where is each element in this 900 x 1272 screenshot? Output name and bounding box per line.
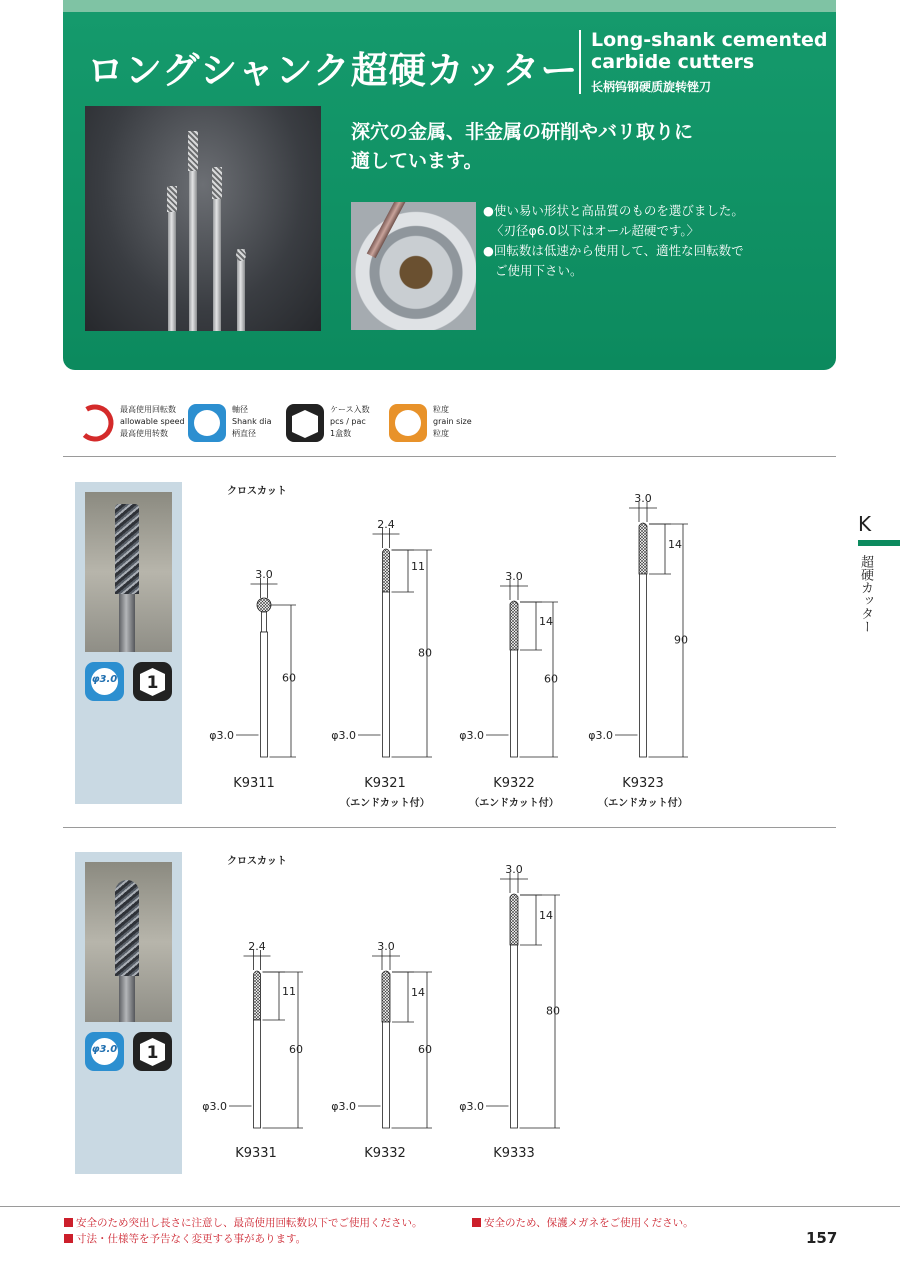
total-length-label: 60: [544, 672, 558, 686]
shank-diameter-label: φ3.0: [459, 1100, 484, 1113]
side-tab-text: 超硬カッター: [858, 555, 873, 633]
legend-cn: 1盒数: [330, 429, 352, 438]
cutter-head: [382, 971, 390, 1022]
tip-diameter-label: 3.0: [255, 568, 273, 581]
model-number: K9321: [364, 776, 406, 791]
section-label: クロスカット: [227, 856, 287, 867]
model-number: K9331: [235, 1146, 277, 1161]
shank-diameter-badge: [85, 1032, 124, 1071]
total-length-label: 80: [418, 646, 432, 660]
shank-diameter-value: φ3.0: [91, 674, 118, 685]
lead-line-2: 適しています。: [351, 150, 483, 172]
legend-en: allowable speed: [120, 417, 185, 426]
shank-diameter-value: φ3.0: [91, 1044, 118, 1055]
shank-diameter-label: φ3.0: [202, 1100, 227, 1113]
cutter-head: [383, 549, 390, 592]
legend-jp: 最高使用回転数: [120, 405, 176, 414]
cutter-shank: [261, 632, 268, 757]
footer-note: [64, 1215, 423, 1230]
cut-length-label: 14: [539, 909, 553, 922]
case-quantity-value: 1: [146, 1043, 159, 1063]
footer-note-text: 安全のため突出し長さに注意し、最高使用回転数以下でご使用ください。: [76, 1217, 423, 1229]
feature-item: 〈刃径φ6.0以下はオール超硬です。〉: [491, 223, 700, 238]
shank-diameter-label: φ3.0: [588, 729, 613, 742]
model-note: （エンドカット付）: [469, 798, 559, 809]
legend-en: grain size: [433, 417, 472, 426]
model-note: （エンドカット付）: [340, 798, 430, 809]
title-english-line-1: Long-shank cemented: [591, 29, 828, 51]
feature-item: ●使い易い形状と高品質のものを選びました。: [483, 203, 744, 218]
footer-note: [64, 1231, 306, 1246]
legend-cn: 粒度: [433, 429, 449, 438]
cutter-head: [639, 523, 647, 574]
feature-item: ご使用下さい。: [495, 263, 583, 278]
legend-en: pcs / pac: [330, 417, 366, 426]
legend-jp: ケース入数: [330, 405, 370, 414]
footer-note-text: 寸法・仕様等を予告なく変更する事があります。: [76, 1233, 307, 1245]
legend-cn: 柄直径: [232, 429, 256, 438]
cutter-shank: [254, 1020, 261, 1128]
title-english-line-2: carbide cutters: [591, 51, 755, 73]
tip-diameter-label: 2.4: [248, 940, 266, 953]
cut-length-label: 14: [411, 986, 425, 999]
total-length-label: 60: [289, 1043, 303, 1056]
cut-length-label: 14: [539, 615, 553, 628]
total-length-label: 80: [546, 1004, 560, 1018]
total-length-label: 60: [418, 1043, 432, 1056]
side-tab-letter: K: [858, 512, 872, 536]
tip-diameter-label: 2.4: [377, 518, 395, 531]
case-quantity-value: 1: [146, 673, 159, 693]
tip-diameter-label: 3.0: [505, 863, 523, 876]
tip-diameter-label: 3.0: [377, 940, 395, 953]
cutter-head: [510, 894, 518, 945]
product-panel: [75, 852, 182, 1174]
model-number: K9332: [364, 1146, 406, 1161]
shank-diameter-label: φ3.0: [331, 729, 356, 742]
legend-jp: 粒度: [433, 405, 449, 414]
cutter-shank: [383, 592, 390, 757]
model-note: （エンドカット付）: [598, 798, 688, 809]
total-length-label: 90: [674, 633, 688, 647]
cutter-neck: [262, 612, 267, 632]
model-number: K9323: [622, 776, 664, 791]
title-chinese: 长柄钨钢硬质旋转锉刀: [591, 80, 712, 94]
shank-diameter-label: φ3.0: [331, 1100, 356, 1113]
cutter-head: [257, 598, 271, 612]
cutter-shank: [511, 650, 518, 757]
total-length-label: 60: [282, 671, 296, 685]
case-quantity-badge: [133, 1032, 172, 1071]
legend-en: Shank dia: [232, 417, 272, 426]
legend-jp: 軸径: [232, 405, 248, 414]
cut-length-label: 11: [282, 985, 296, 998]
cutter-shank: [511, 945, 518, 1128]
lead-line-1: 深穴の金属、非金属の研削やバリ取りに: [351, 121, 694, 143]
feature-item: ●回転数は低速から使用して、適性な回転数で: [483, 243, 744, 258]
model-number: K9322: [493, 776, 535, 791]
model-number: K9311: [233, 776, 275, 791]
footer-note-text: 安全のため、保護メガネをご使用ください。: [484, 1217, 694, 1229]
cutter-head: [254, 971, 261, 1020]
section-label: クロスカット: [227, 486, 287, 497]
cutter-shank: [640, 574, 647, 757]
legend-cn: 最高使用转数: [120, 429, 168, 438]
footer-note: [472, 1215, 694, 1230]
cut-length-label: 14: [668, 538, 682, 551]
cut-length-label: 11: [411, 560, 425, 573]
cutter-head: [510, 601, 518, 650]
model-number: K9333: [493, 1146, 535, 1161]
tip-diameter-label: 3.0: [634, 492, 652, 505]
product-photo: [85, 862, 172, 1022]
page-title: ロングシャンク超硬カッター: [87, 49, 579, 92]
cutter-shank: [383, 1022, 390, 1128]
footer-divider: [0, 1206, 900, 1207]
page-number: 157: [806, 1229, 838, 1247]
tip-diameter-label: 3.0: [505, 570, 523, 583]
shank-diameter-label: φ3.0: [209, 729, 234, 742]
shank-diameter-label: φ3.0: [459, 729, 484, 742]
